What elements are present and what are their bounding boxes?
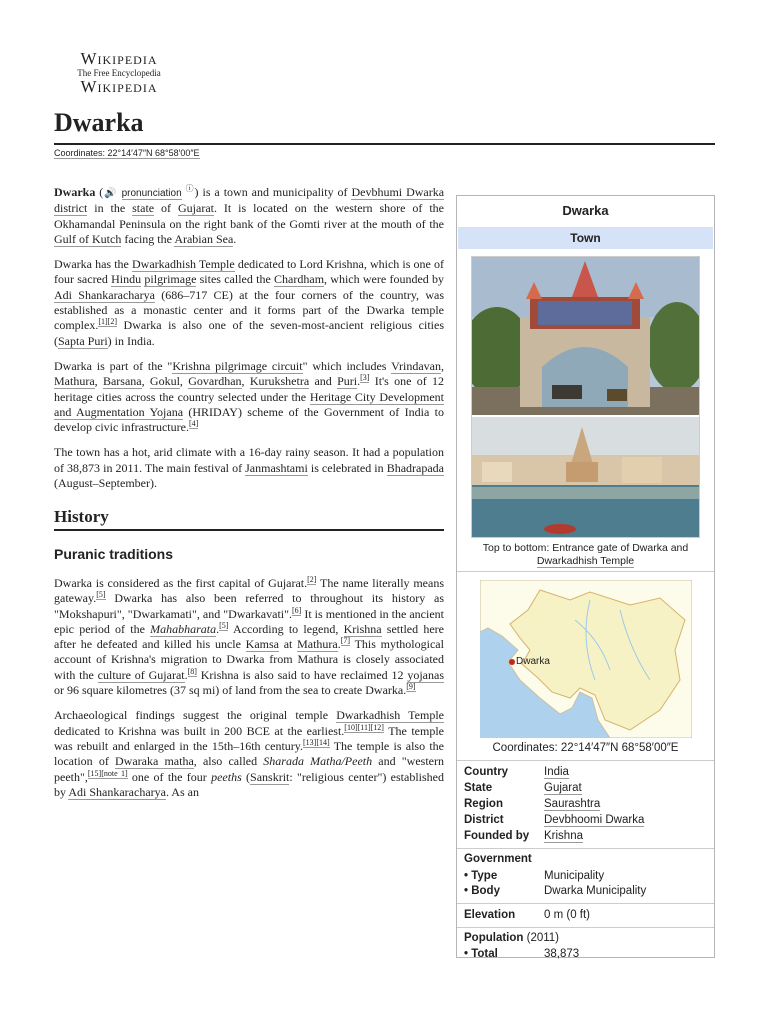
citation-6[interactable]: [6] [292, 605, 302, 615]
infobox-population-heading: Population (2011) [464, 932, 560, 944]
link-devbhumi-dwarka-district[interactable]: Devbhumi Dwarka district [54, 185, 445, 216]
link-mathura[interactable]: Mathura [54, 374, 95, 389]
citation-8[interactable]: [8] [187, 666, 197, 676]
link-culture-of-gujarat[interactable]: culture of Gujarat [97, 667, 185, 682]
link-bhadrapada[interactable]: Bhadrapada [386, 460, 444, 475]
link-yojanas[interactable]: yojanas [407, 667, 444, 682]
infobox-divider [457, 571, 714, 572]
citation-5[interactable]: [5] [96, 590, 106, 600]
link-india[interactable]: India [544, 766, 569, 778]
infobox-type-band: Town [458, 227, 713, 249]
infobox-photo-montage[interactable] [471, 256, 700, 538]
intro-paragraph-1: Dwarka (🔊 pronunciation ⓘ) is a town and municipality of Devbhumi Dwarka district in the state of Gujarat. It is located on the western shore of the Okhamandal Peninsula on the right bank of the Gomti river at the mouth of the Gulf of Kutch facing the Arabian Sea. [54, 184, 445, 246]
wikipedia-logo[interactable] [54, 50, 184, 96]
infobox-row-elevation: Elevation 0 m (0 ft) [464, 909, 591, 921]
logo-wordmark-secondary: Wikipedia [80, 77, 158, 96]
link-sanskrit[interactable]: Sanskrit [250, 769, 290, 784]
citation-4[interactable]: [4] [188, 419, 199, 429]
citation-13[interactable]: [13] [303, 737, 317, 747]
link-kurukshetra[interactable]: Kurukshetra [249, 374, 310, 389]
link-gulf-of-kutch[interactable]: Gulf of Kutch [54, 231, 122, 246]
link-dwarkadhish-temple[interactable]: Dwarkadhish Temple [132, 257, 235, 272]
map-label-dwarka: Dwarka [515, 656, 550, 667]
infobox-coordinates-link[interactable]: Coordinates: 22°14′47″N 68°58′00″E [457, 742, 714, 761]
citation-7[interactable]: [7] [340, 636, 351, 646]
link-state[interactable]: state [132, 201, 155, 216]
infobox-divider-4 [457, 927, 714, 928]
link-pilgrimage[interactable]: pilgrimage [144, 272, 197, 287]
history-heading: History [54, 509, 444, 530]
location-map[interactable] [480, 580, 692, 738]
puranic-traditions-heading: Puranic traditions [54, 545, 174, 562]
link-adi-shankaracharya[interactable]: Adi Shankaracharya [54, 287, 155, 302]
link-arabian-sea[interactable]: Arabian Sea [174, 231, 234, 246]
speaker-icon[interactable]: 🔊 [103, 188, 118, 199]
intro-paragraph-3: Dwarka is part of the "Krishna pilgrimage circuit" which includes Vrindavan, Mathura, Barsana, Gokul, Govardhan, Kurukshetra and Puri.[3] It's one of 12 heritage cities across the country selected under the Heritage City Development and Augmentation Yojana (HRIDAY) scheme of the Government of India to develop civic infrastructure.[4] [54, 358, 445, 435]
history-paragraph-2: Archaeological findings suggest the original temple Dwarkadhish Temple dedicated to Krishna was built in 200 BCE at the earliest.[10][11][12] The temple was rebuilt and enlarged in the 15th–16th century.[13][14] The temple is also the location of Dwaraka matha, also called Sharada Matha/Peeth and "western peeth",[15][note 1] one of the four peeths (Sanskrit: "religious center") established by Adi Shankaracharya. As an [54, 708, 445, 799]
link-puri[interactable]: Puri [337, 374, 358, 389]
info-icon[interactable]: ⓘ [185, 184, 195, 193]
photo-caption: Top to bottom: Entrance gate of Dwarka and Dwarkadhish Temple [482, 542, 689, 567]
title-divider [54, 143, 715, 145]
link-gokul[interactable]: Gokul [149, 374, 180, 389]
term-sharada-matha: Sharada Matha/Peeth [263, 754, 373, 769]
link-krishna[interactable]: Krishna [343, 621, 382, 636]
logo-tagline: The Free Encyclopedia [77, 68, 161, 78]
header-coordinates-link[interactable]: Coordinates: 22°14′47″N 68°58′00″E [54, 148, 200, 158]
intro-paragraph-2: Dwarka has the Dwarkadhish Temple dedicated to Lord Krishna, which is one of four sacred Hindu pilgrimage sites called the Chardham, which were founded by Adi Shankaracharya (686–717 CE) at the four corners of the country, was established as a monastic center and it forms part of the Dwarka temple complex.[1][2] Dwarka is also one of the seven-most-ancient religious cities (Sapta Puri) in India. [54, 257, 445, 348]
link-adi-shankaracharya-2[interactable]: Adi Shankaracharya [68, 784, 166, 799]
link-janmashtami[interactable]: Janmashtami [245, 460, 308, 475]
link-saurashtra[interactable]: Saurashtra [544, 798, 601, 810]
infobox-divider-3 [457, 903, 714, 904]
citation-12[interactable]: [12] [370, 722, 384, 732]
citation-11[interactable]: [11] [357, 722, 371, 732]
photo-montage-image [472, 257, 699, 537]
infobox-row-country: Country India [464, 766, 569, 778]
infobox-row-gov-body: • Body Dwarka Municipality [464, 885, 647, 897]
caption-link-dwarkadhish-temple[interactable]: Dwarkadhish Temple [536, 555, 635, 567]
link-mathura-2[interactable]: Mathura [297, 637, 338, 652]
citation-2b[interactable]: [2] [307, 574, 317, 584]
history-paragraph-1: Dwarka is considered as the first capital of Gujarat.[2] The name literally means gateway.[5] Dwarka has also been referred to throughout its history as "Mokshapuri", "Dwarkamati", and "Dwarkavati".[6] It is mentioned in the ancient epic period of the Mahabharata.[5] According to legend, Krishna settled here after he defeated and killed his uncle Kamsa at Mathura.[7] This mythological account of Krishna's migration to Dwarka from Mathura is closely associated with the culture of Gujarat.[8] Krishna is also said to have reclaimed 12 yojanas or 96 square kilometres (37 sq mi) of land from the sea to create Dwarka.[9] [54, 574, 444, 698]
infobox-row-district: District Devbhoomi Dwarka [464, 814, 645, 826]
logo-wordmark: Wikipedia [80, 49, 158, 68]
citation-14[interactable]: [14] [316, 737, 330, 747]
infobox-row-founded-by: Founded by Krishna [464, 830, 583, 842]
link-kamsa[interactable]: Kamsa [245, 637, 279, 652]
citation-5b[interactable]: [5] [219, 620, 229, 630]
infobox-row-region: Region Saurashtra [464, 798, 601, 810]
gujarat-map-image [480, 580, 692, 738]
link-gujarat[interactable]: Gujarat [178, 201, 214, 216]
article-body [54, 185, 444, 810]
infobox-row-population-total: • Total 38,873 [464, 948, 580, 960]
infobox-title: Dwarka [562, 203, 609, 218]
pronunciation-link[interactable]: pronunciation [121, 188, 182, 199]
infobox-government-heading: Government [464, 853, 532, 865]
page-title: Dwarka [54, 108, 144, 137]
link-hriday[interactable]: Heritage City Development and Augmentation Yojana [54, 389, 444, 419]
infobox-row-gov-type: • Type Municipality [464, 870, 605, 882]
citation-15[interactable]: [15] [87, 768, 102, 778]
lead-term: Dwarka [54, 185, 96, 199]
link-chardham[interactable]: Chardham [274, 272, 325, 287]
link-sapta-puri[interactable]: Sapta Puri [58, 333, 108, 348]
link-vrindavan[interactable]: Vrindavan [391, 358, 441, 373]
infobox [456, 195, 715, 958]
link-gujarat-infobox[interactable]: Gujarat [544, 782, 582, 794]
link-barsana[interactable]: Barsana [102, 374, 142, 389]
link-govardhan[interactable]: Govardhan [188, 374, 242, 389]
citation-2[interactable]: [2] [107, 317, 117, 327]
link-dwarkadhish-temple-2[interactable]: Dwarkadhish Temple [336, 708, 444, 723]
citation-9[interactable]: [9] [406, 682, 416, 692]
link-krishna-infobox[interactable]: Krishna [544, 830, 583, 842]
link-devbhoomi-dwarka[interactable]: Devbhoomi Dwarka [544, 814, 645, 826]
citation-1[interactable]: [1] [98, 317, 108, 327]
link-dwaraka-matha[interactable]: Dwaraka matha [115, 754, 194, 769]
link-krishna-pilgrimage-circuit[interactable]: Krishna pilgrimage circuit [172, 358, 303, 373]
infobox-row-state: State Gujarat [464, 782, 582, 794]
intro-paragraph-4: The town has a hot, arid climate with a 16-day rainy season. It had a population of 38,873 in 2011. The main festival of Janmashtami is celebrated in Bhadrapada (August–September). [54, 445, 444, 491]
infobox-divider-2 [457, 848, 714, 849]
term-peeths: peeths [211, 769, 242, 784]
note-1[interactable]: [note 1] [101, 768, 128, 778]
citation-10[interactable]: [10] [344, 722, 358, 732]
citation-3[interactable]: [3] [360, 373, 370, 383]
link-mahabharata[interactable]: Mahabharata [150, 621, 217, 636]
link-hindu[interactable]: Hindu [111, 272, 142, 287]
